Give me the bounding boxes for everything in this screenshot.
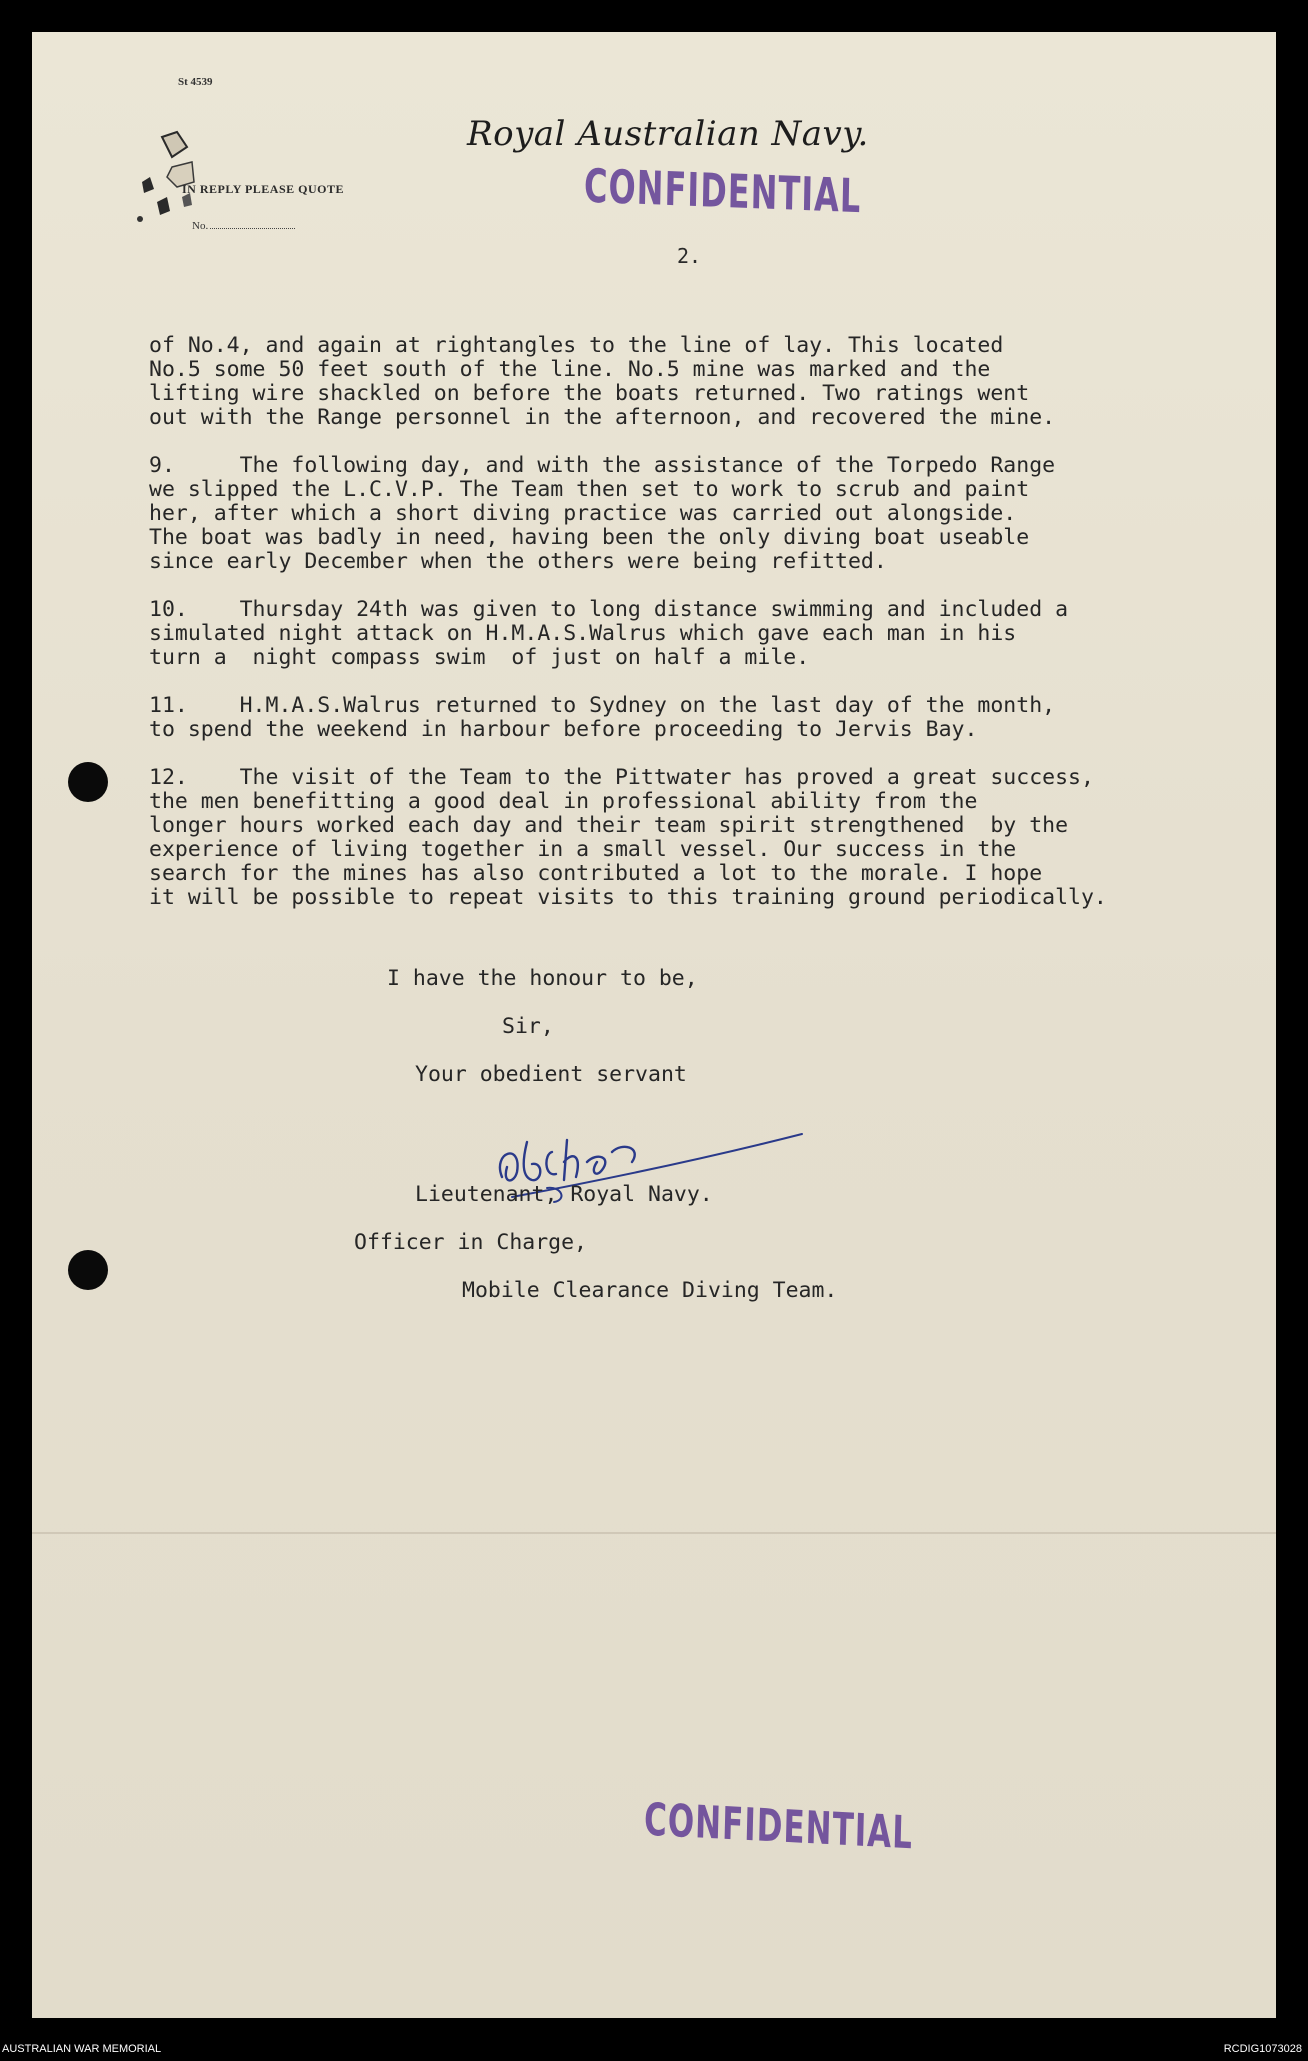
confidential-stamp-top: CONFIDENTIAL (583, 158, 862, 224)
signatory-role: Officer in Charge, (354, 1230, 587, 1255)
text-line: out with the Range personnel in the afternoon, and recovered the mine. (149, 405, 1056, 430)
page-number: 2. (677, 244, 702, 268)
paragraph-12 (149, 766, 1269, 910)
text-line: experience of living together in a small vessel. Our success in the (149, 837, 1017, 862)
punch-hole-top (68, 762, 108, 802)
signatory-unit: Mobile Clearance Diving Team. (462, 1278, 838, 1303)
closing-servant: Your obedient servant (415, 1062, 687, 1087)
text-line: 12. The visit of the Team to the Pittwater has proved a great success, (149, 765, 1094, 790)
text-line: search for the mines has also contributed a lot to the morale. I hope (149, 861, 1043, 886)
form-number: St 4539 (178, 76, 213, 88)
reply-number-label: No. (192, 220, 209, 232)
paragraph-continuation (149, 334, 1269, 430)
paragraph-10 (149, 598, 1269, 670)
text-line: 9. The following day, and with the assistance of the Torpedo Range (149, 453, 1056, 478)
document-page (32, 32, 1276, 2018)
reply-quote-label: IN REPLY PLEASE QUOTE (182, 182, 344, 196)
text-line: simulated night attack on H.M.A.S.Walrus which gave each man in his (149, 621, 1017, 646)
punch-hole-bottom (68, 1250, 108, 1290)
text-line: the men benefitting a good deal in professional ability from the (149, 789, 978, 814)
reply-number-blank (210, 228, 295, 229)
closing-honour: I have the honour to be, (387, 966, 698, 991)
text-line: we slipped the L.C.V.P. The Team then set to work to scrub and paint (149, 477, 1030, 502)
text-line: to spend the weekend in harbour before proceeding to Jervis Bay. (149, 717, 978, 742)
confidential-stamp-bottom: CONFIDENTIAL (643, 1794, 914, 1860)
text-line: 10. Thursday 24th was given to long distance swimming and included a (149, 597, 1069, 622)
text-line: lifting wire shackled on before the boats returned. Two ratings went (149, 381, 1030, 406)
text-line: 11. H.M.A.S.Walrus returned to Sydney on the last day of the month, (149, 693, 1056, 718)
footer-record-id: RCDIG1073028 (1223, 2043, 1302, 2055)
closing-salutation: Sir, (502, 1014, 554, 1039)
text-line: her, after which a short diving practice was carried out alongside. (149, 501, 1017, 526)
text-line: No.5 some 50 feet south of the line. No.5 mine was marked and the (149, 357, 991, 382)
text-line: The boat was badly in need, having been the only diving boat useable (149, 525, 1030, 550)
letterhead: Royal Australian Navy. (467, 114, 869, 154)
text-line: longer hours worked each day and their team spirit strengthened by the (149, 813, 1069, 838)
reply-number-field (192, 220, 295, 232)
paragraph-9 (149, 454, 1269, 574)
text-line: since early December when the others were being refitted. (149, 549, 887, 574)
signatory-rank: Lieutenant, Royal Navy. (415, 1182, 713, 1207)
text-line: turn a night compass swim of just on half a mile. (149, 645, 810, 670)
text-line: it will be possible to repeat visits to this training ground periodically. (149, 885, 1107, 910)
text-line: of No.4, and again at rightangles to the line of lay. This located (149, 333, 1004, 358)
paper-fold (32, 1532, 1276, 1534)
paragraph-11 (149, 694, 1269, 742)
letter-body (149, 334, 1269, 934)
footer-institution: AUSTRALIAN WAR MEMORIAL (2, 2043, 162, 2055)
